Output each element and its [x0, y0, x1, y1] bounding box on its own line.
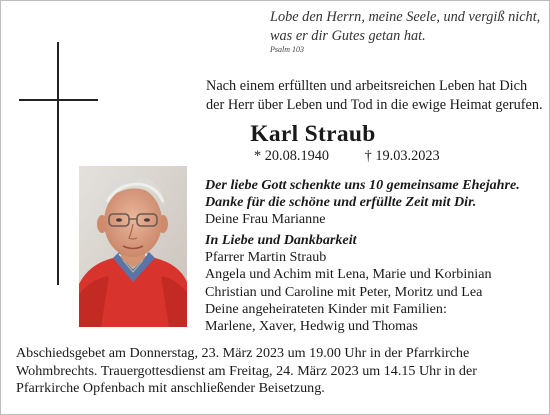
intro-line: Nach einem erfüllten und arbeitsreichen Leben hat Dich [206, 78, 528, 94]
intro-line: der Herr über Leben und Tod in die ewige Heimat gerufen. [206, 96, 543, 113]
birth-date: * 20.08.1940 [254, 148, 330, 164]
psalm-reference: Psalm 103 [270, 45, 304, 54]
psalm-line: Lobe den Herrn, meine Seele, und vergiß nicht, [270, 9, 541, 25]
family-mourners [205, 232, 545, 335]
wife-dedication [205, 177, 545, 229]
announcement-line: Pfarrkirche Opfenbach mit anschließender Beisetzung. [16, 380, 325, 396]
mourner-line: Angela und Achim mit Lena, Marie und Korbinian [205, 266, 492, 283]
mourner-line: Deine angeheirateten Kinder mit Familien: [205, 300, 447, 317]
service-announcement [16, 345, 542, 398]
wife-signature: Deine Frau Marianne [205, 211, 326, 228]
intro-text [206, 77, 542, 114]
announcement-line: Wohmbrechts. Trauergottesdienst am Freitag, 24. März 2023 um 14.15 Uhr in der [16, 362, 477, 379]
dedication-line: Der liebe Gott schenkte uns 10 gemeinsame Ehejahre. [205, 177, 520, 193]
cross-icon-vertical [57, 42, 59, 285]
mourner-line: Marlene, Xaver, Hedwig und Thomas [205, 318, 418, 335]
portrait-photo [79, 166, 187, 327]
life-dates [254, 147, 534, 165]
deceased-name: Karl Straub [250, 121, 376, 147]
cross-icon-horizontal [19, 99, 98, 101]
mourner-line: Pfarrer Martin Straub [205, 249, 327, 266]
psalm-quote [270, 8, 542, 54]
family-heading: In Liebe und Dankbarkeit [205, 232, 357, 248]
mourner-line: Christian und Caroline mit Peter, Moritz und Lea [205, 283, 483, 300]
dedication-line: Danke für die schöne und erfüllte Zeit mit Dir. [205, 194, 477, 211]
death-date: † 19.03.2023 [364, 148, 440, 164]
announcement-line: Abschiedsgebet am Donnerstag, 23. März 2023 um 19.00 Uhr in der Pfarrkirche [16, 345, 470, 361]
psalm-line: was er dir Gutes getan hat. [270, 28, 426, 44]
